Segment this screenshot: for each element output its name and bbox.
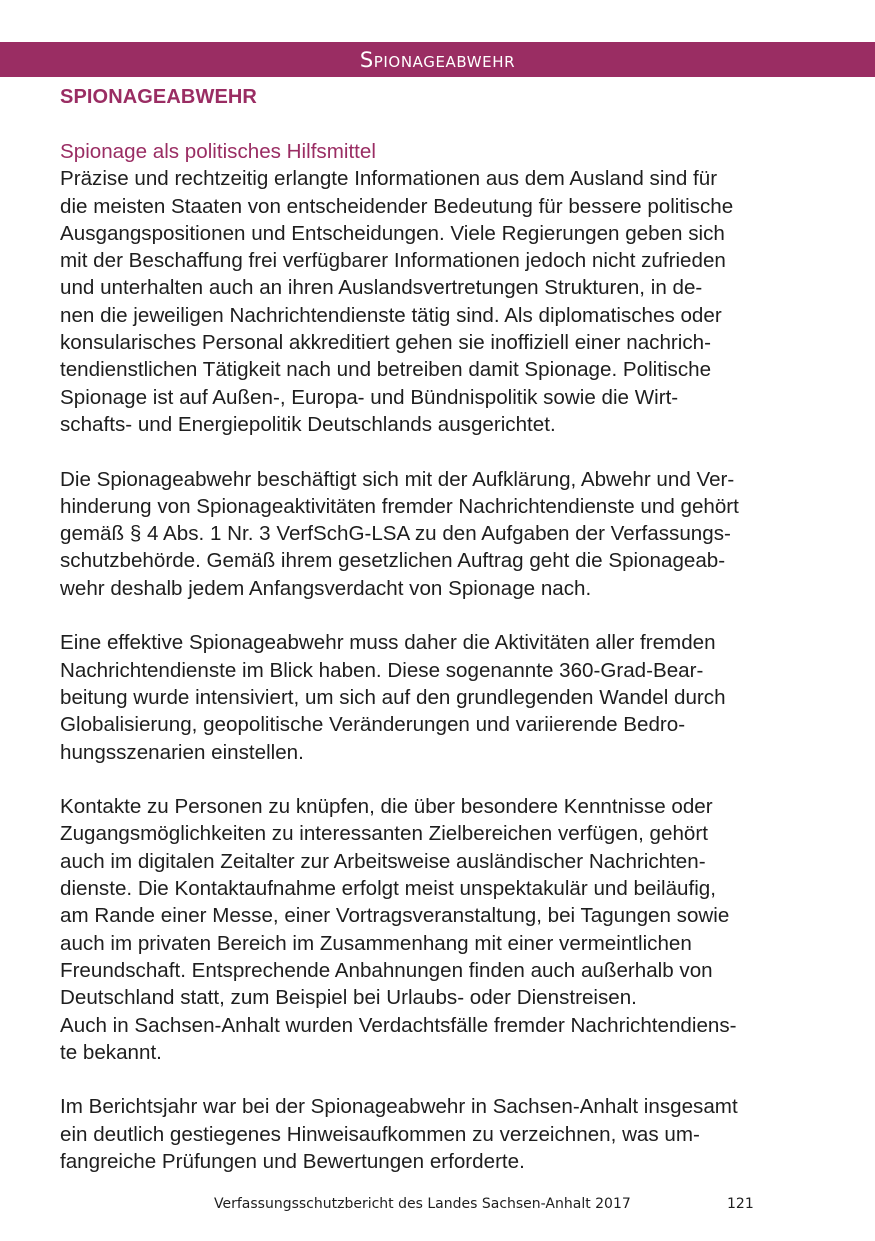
- paragraph-line: Die Spionageabwehr beschäftigt sich mit der Aufklärung, Abwehr und Ver-: [60, 467, 735, 491]
- running-header-title: Spionageabwehr: [359, 48, 516, 72]
- paragraph-line: Freundschaft. Entsprechende Anbahnungen finden auch außerhalb von: [60, 958, 713, 982]
- paragraph-line: Präzise und rechtzeitig erlangte Informationen aus dem Ausland sind für: [60, 167, 718, 191]
- paragraph-line: Nachrichtendienste im Blick haben. Diese sogenannte 360-Grad-Bear-: [60, 658, 704, 682]
- paragraph-line: gemäß § 4 Abs. 1 Nr. 3 VerfSchG-LSA zu den Aufgaben der Verfassungs-: [60, 522, 731, 546]
- body-paragraph: [60, 629, 830, 765]
- paragraph-line: auch im privaten Bereich im Zusammenhang mit einer vermeintlichen: [60, 931, 692, 955]
- paragraph-line: Ausgangspositionen und Entscheidungen. Viele Regierungen geben sich: [60, 221, 725, 245]
- paragraph-line: Globalisierung, geopolitische Veränderungen und variierende Bedro-: [60, 713, 686, 737]
- paragraph-line: Deutschland statt, zum Beispiel bei Urlaubs- oder Dienstreisen.: [60, 986, 637, 1010]
- paragraph-line: hinderung von Spionageaktivitäten fremder Nachrichtendienste und gehört: [60, 494, 739, 518]
- section-heading: SPIONAGEABWEHR: [60, 86, 257, 108]
- body-paragraph: [60, 165, 830, 438]
- paragraph-line: nen die jeweiligen Nachrichtendienste tätig sind. Als diplomatisches oder: [60, 303, 722, 327]
- paragraph-line: konsularisches Personal akkreditiert gehen sie inoffiziell einer nachrich-: [60, 331, 711, 355]
- paragraph-line: auch im digitalen Zeitalter zur Arbeitsweise ausländischer Nachrichten-: [60, 849, 706, 873]
- body-paragraphs: [60, 165, 830, 1175]
- paragraph-line: dienste. Die Kontaktaufnahme erfolgt meist unspektakulär und beiläufig,: [60, 877, 716, 901]
- paragraph-line: Auch in Sachsen-Anhalt wurden Verdachtsfälle fremder Nachrichtendiens-: [60, 1013, 737, 1037]
- page-footer: [0, 1196, 875, 1216]
- paragraph-line: Im Berichtsjahr war bei der Spionageabwehr in Sachsen-Anhalt insgesamt: [60, 1095, 738, 1119]
- paragraph-line: am Rande einer Messe, einer Vortragsveranstaltung, bei Tagungen sowie: [60, 904, 730, 928]
- paragraph-line: tendienstlichen Tätigkeit nach und betreiben damit Spionage. Politische: [60, 358, 712, 382]
- paragraph-line: Spionage ist auf Außen-, Europa- und Bündnispolitik sowie die Wirt-: [60, 385, 679, 409]
- paragraph-line: fangreiche Prüfungen und Bewertungen erforderte.: [60, 1149, 525, 1173]
- paragraph-line: schutzbehörde. Gemäß ihrem gesetzlichen Auftrag geht die Spionageab-: [60, 549, 726, 573]
- paragraph-line: ein deutlich gestiegenes Hinweisaufkommen zu verzeichnen, was um-: [60, 1122, 700, 1146]
- paragraph-line: wehr deshalb jedem Anfangsverdacht von Spionage nach.: [60, 576, 592, 600]
- body-paragraph: [60, 793, 830, 1066]
- paragraph-line: Zugangsmöglichkeiten zu interessanten Zielbereichen verfügen, gehört: [60, 822, 708, 846]
- paragraph-line: Kontakte zu Personen zu knüpfen, die über besondere Kenntnisse oder: [60, 795, 713, 819]
- paragraph-line: und unterhalten auch an ihren Auslandsvertretungen Strukturen, in de-: [60, 276, 703, 300]
- sub-heading: Spionage als politisches Hilfsmittel: [60, 140, 376, 163]
- paragraph-line: beitung wurde intensiviert, um sich auf den grundlegenden Wandel durch: [60, 685, 726, 709]
- paragraph-line: Eine effektive Spionageabwehr muss daher die Aktivitäten aller fremden: [60, 631, 716, 655]
- paragraph-line: te bekannt.: [60, 1040, 162, 1064]
- footer-publication-title: Verfassungsschutzbericht des Landes Sachsen-Anhalt 2017: [214, 1196, 631, 1212]
- paragraph-line: die meisten Staaten von entscheidender Bedeutung für bessere politische: [60, 194, 734, 218]
- page-number: 121: [727, 1196, 754, 1212]
- page-content: [60, 84, 830, 1175]
- body-paragraph: [60, 1093, 830, 1175]
- paragraph-line: mit der Beschaffung frei verfügbarer Informationen jedoch nicht zufrieden: [60, 249, 726, 273]
- paragraph-line: schafts- und Energiepolitik Deutschlands ausgerichtet.: [60, 412, 556, 436]
- paragraph-line: hungsszenarien einstellen.: [60, 740, 304, 764]
- running-header-band: [0, 42, 875, 77]
- body-paragraph: [60, 466, 830, 602]
